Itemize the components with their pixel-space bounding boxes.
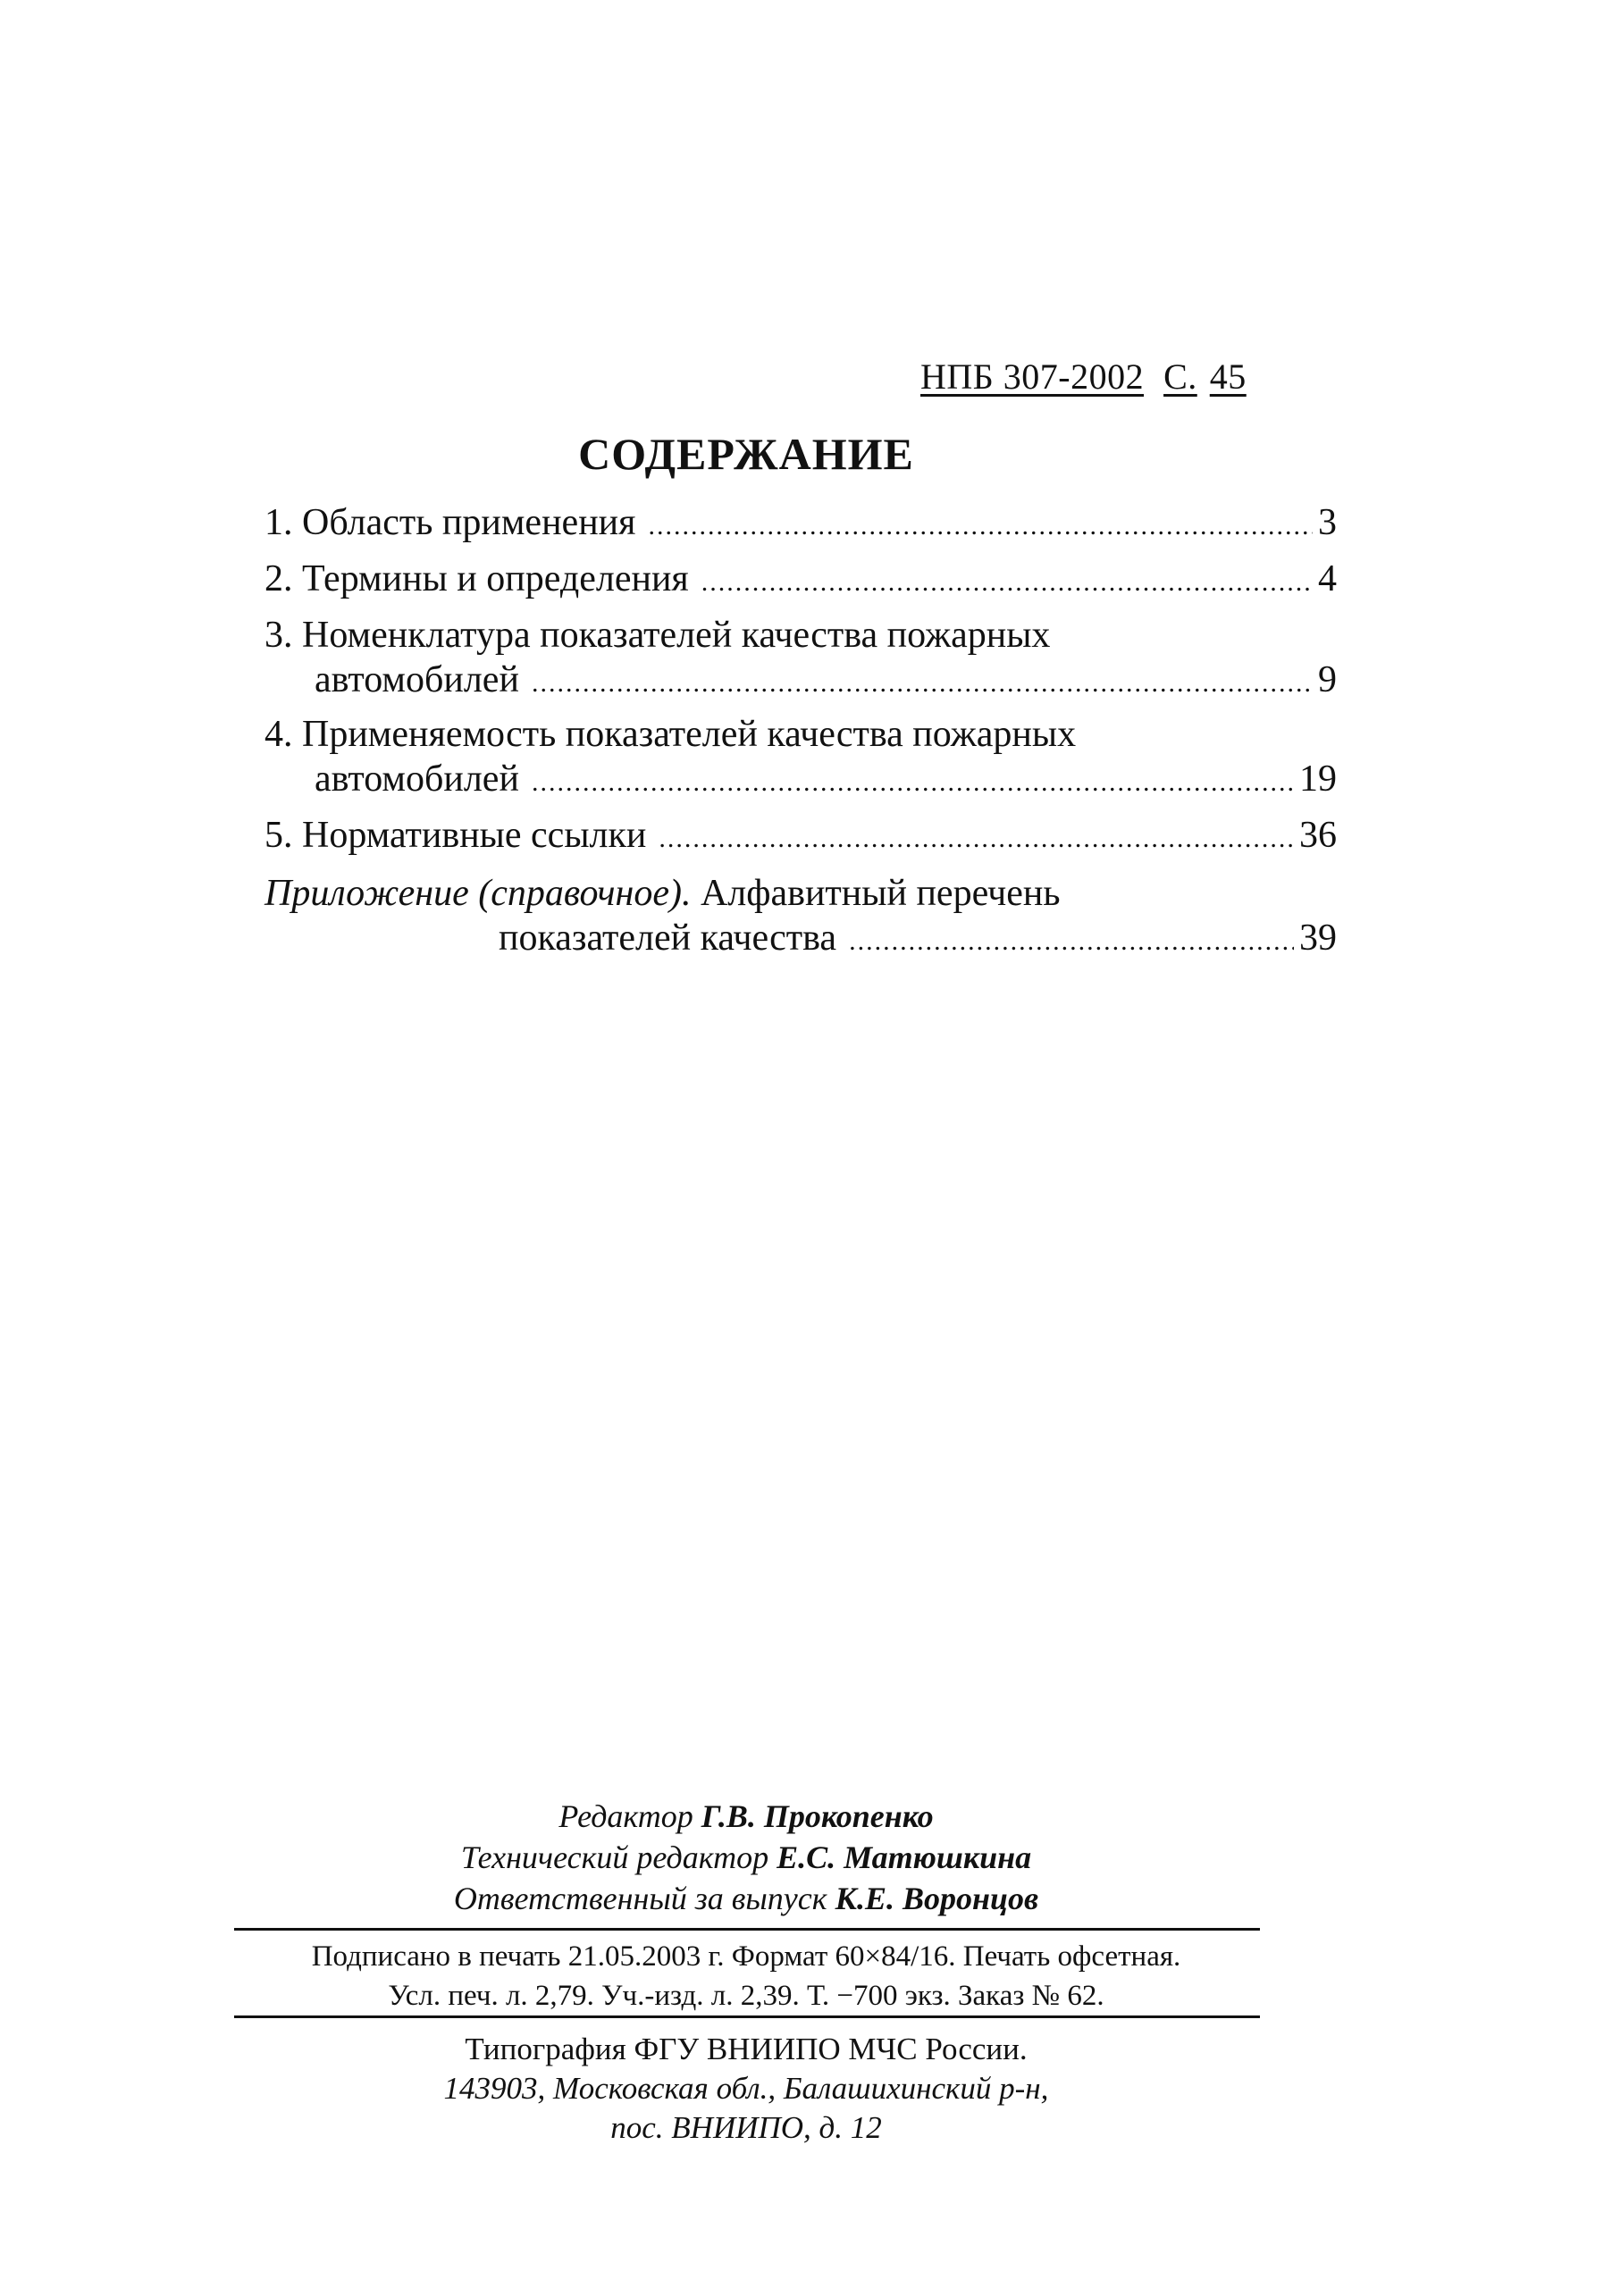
toc-entry-text: 2. Термины и определения — [264, 558, 689, 599]
toc-entry-text: 1. Область применения — [264, 502, 636, 543]
toc-entry-1 — [264, 500, 1337, 549]
credit-name: К.Е. Воронцов — [835, 1881, 1039, 1916]
toc-entry-text-cont: автомобилей — [315, 758, 519, 800]
credit-role: Технический редактор — [460, 1839, 769, 1875]
toc-entry-page: 39 — [1299, 918, 1337, 959]
toc-entry-appendix — [264, 871, 1337, 964]
dot-leader — [648, 504, 1313, 549]
printer-block — [0, 2030, 1492, 2148]
credits-block — [0, 1796, 1492, 1919]
toc-entry-text: 5. Нормативные ссылки — [264, 815, 647, 856]
toc-entry-4 — [264, 712, 1337, 805]
toc-entry-page: 3 — [1318, 502, 1337, 543]
toc-entry-2 — [264, 557, 1337, 605]
toc-entry-page: 4 — [1318, 558, 1337, 599]
appendix-label — [264, 871, 1061, 916]
imprint-line-2: Усл. печ. л. 2,79. Уч.-изд. л. 2,39. Т. −700 экз. Заказ № 62. — [388, 1980, 1104, 2012]
divider-bottom — [234, 2015, 1260, 2018]
credit-role: Редактор — [558, 1798, 693, 1834]
printer-address-line-2: пос. ВНИИПО, д. 12 — [610, 2110, 882, 2145]
appendix-italic-prefix: Приложение (справочное). — [264, 873, 692, 914]
dot-leader — [532, 661, 1313, 706]
credit-tech-editor — [0, 1837, 1492, 1878]
toc-entry-text: 4. Применяемость показателей качества пожарных — [264, 714, 1077, 755]
toc-entry-text-cont: автомобилей — [315, 659, 519, 700]
dot-leader — [659, 817, 1294, 861]
credit-name: Г.В. Прокопенко — [701, 1798, 934, 1834]
toc-entry-page: 19 — [1299, 758, 1337, 800]
toc-title: СОДЕРЖАНИЕ — [578, 429, 914, 479]
credit-editor — [0, 1796, 1492, 1837]
page-number: 45 — [1209, 356, 1247, 397]
toc-entry-5 — [264, 813, 1337, 861]
appendix-title: Алфавитный перечень — [700, 873, 1061, 914]
dot-leader — [532, 760, 1294, 805]
dot-leader — [701, 560, 1313, 605]
page-label: С. — [1163, 356, 1197, 397]
printer-name: Типография ФГУ ВНИИПО МЧС России. — [465, 2032, 1028, 2066]
divider-top — [234, 1928, 1260, 1931]
printer-address-line-1: 143903, Московская обл., Балашихинский р-н, — [443, 2071, 1049, 2106]
dot-leader — [849, 919, 1294, 964]
toc-entry-text: 3. Номенклатура показателей качества пожарных — [264, 615, 1051, 656]
imprint-block — [0, 1937, 1492, 2015]
credit-responsible — [0, 1878, 1492, 1919]
credit-role: Ответственный за выпуск — [453, 1881, 827, 1916]
page-header — [920, 356, 1247, 398]
appendix-title-cont: показателей качества — [499, 918, 837, 959]
toc-entry-3 — [264, 613, 1337, 706]
document-code: НПБ 307-2002 — [920, 356, 1145, 397]
toc-entry-page: 9 — [1318, 659, 1337, 700]
credit-name: Е.С. Матюшкина — [777, 1839, 1032, 1875]
toc-entry-page: 36 — [1299, 815, 1337, 856]
imprint-line-1: Подписано в печать 21.05.2003 г. Формат 60×84/16. Печать офсетная. — [311, 1940, 1181, 1973]
